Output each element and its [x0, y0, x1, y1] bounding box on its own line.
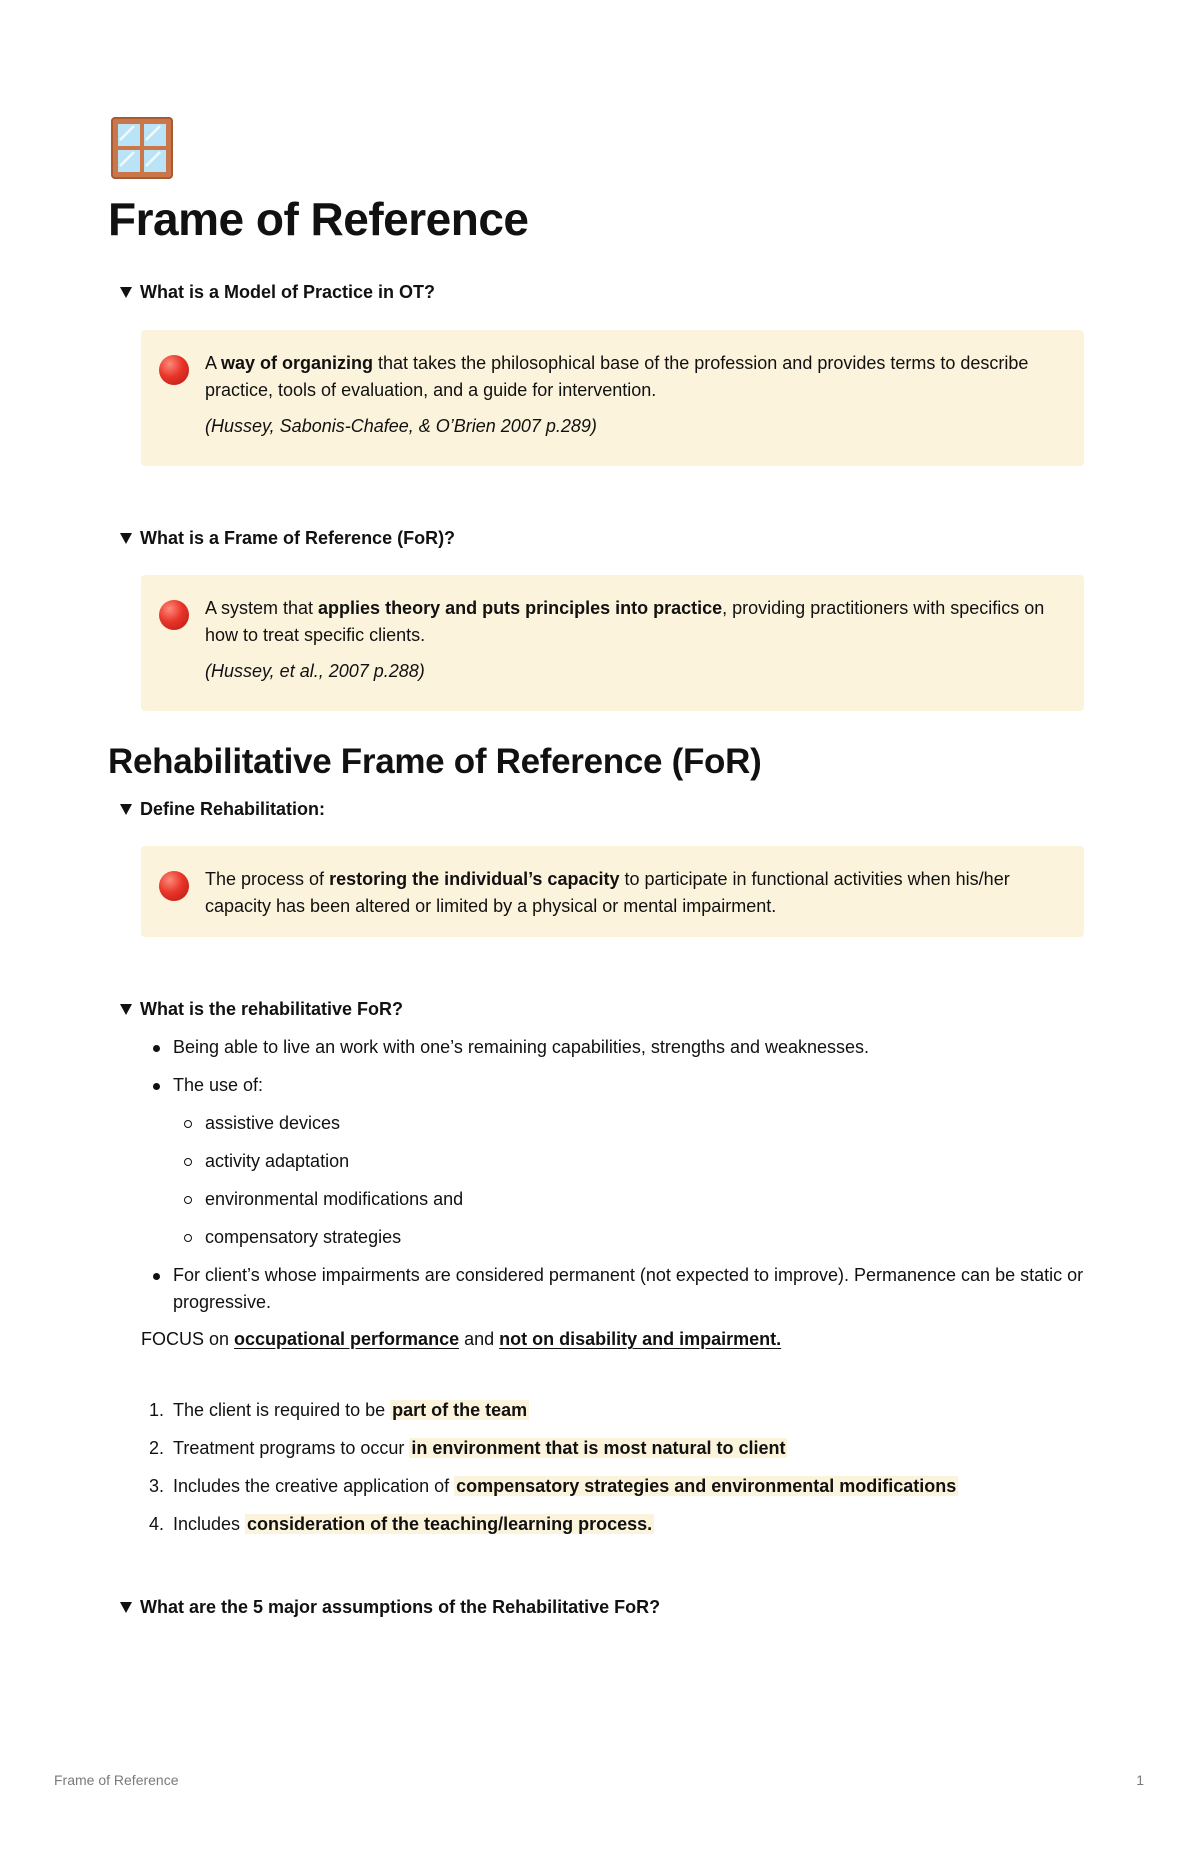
- red-circle-icon: [159, 871, 189, 901]
- red-circle-icon: [159, 355, 189, 385]
- section-heading: Rehabilitative Frame of Reference (FoR): [108, 742, 762, 781]
- sub-list-item: assistive devices: [141, 1110, 1084, 1137]
- numbered-list-item: 4. Includes consideration of the teaching/learning process.: [149, 1514, 653, 1534]
- rehab-for-content: [141, 1034, 1084, 1353]
- toggle-triangle-icon[interactable]: [120, 533, 132, 544]
- callout-rehabilitation-definition: [141, 846, 1084, 937]
- bullet-icon: [153, 1045, 160, 1052]
- circle-bullet-icon: [184, 1120, 192, 1128]
- numbered-list-item: 3. Includes the creative application of compensatory strategies and environmental modifications: [149, 1476, 957, 1496]
- callout-model-definition: [141, 330, 1084, 466]
- numbered-list: [141, 1397, 1084, 1549]
- page-number: 1: [1136, 1772, 1144, 1788]
- sub-list-item: compensatory strategies: [141, 1224, 1084, 1251]
- toggle-label: What is a Frame of Reference (FoR)?: [140, 528, 456, 548]
- toggle-triangle-icon[interactable]: [120, 1602, 132, 1613]
- footer-title: Frame of Reference: [54, 1772, 179, 1788]
- list-item: For client’s whose impairments are considered permanent (not expected to improve). Permanence can be static or progressive.: [141, 1262, 1084, 1316]
- numbered-list-item: 1. The client is required to be part of the team: [149, 1400, 528, 1420]
- circle-bullet-icon: [184, 1196, 192, 1204]
- toggle-frame-of-reference[interactable]: [120, 528, 455, 549]
- sub-list-item: environmental modifications and: [141, 1186, 1084, 1213]
- callout-text: A system that applies theory and puts principles into practice, providing practitioners with specifics on how to treat specific clients. (Hussey, et al., 2007 p.288): [205, 595, 1054, 685]
- window-icon: [110, 116, 174, 180]
- toggle-triangle-icon[interactable]: [120, 804, 132, 815]
- callout-text: A way of organizing that takes the philosophical base of the profession and provides terms to describe practice, tools of evaluation, and a guide for intervention. (Hussey, Sabonis-Chafee, & O’Brien 2007 p.289): [205, 350, 1054, 440]
- toggle-model-of-practice[interactable]: [120, 282, 435, 303]
- numbered-list-item: 2. Treatment programs to occur in environment that is most natural to client: [149, 1438, 786, 1458]
- circle-bullet-icon: [184, 1234, 192, 1242]
- toggle-major-assumptions[interactable]: [120, 1597, 660, 1618]
- circle-bullet-icon: [184, 1158, 192, 1166]
- bullet-icon: [153, 1273, 160, 1280]
- callout-for-definition: [141, 575, 1084, 711]
- focus-statement: FOCUS on occupational performance and not on disability and impairment.: [141, 1329, 782, 1349]
- toggle-define-rehabilitation[interactable]: [120, 799, 325, 820]
- toggle-label: What are the 5 major assumptions of the Rehabilitative FoR?: [140, 1597, 661, 1617]
- list-item: Being able to live an work with one’s remaining capabilities, strengths and weaknesses.: [141, 1034, 1084, 1061]
- toggle-rehabilitative-for[interactable]: [120, 999, 403, 1020]
- toggle-triangle-icon[interactable]: [120, 287, 132, 298]
- page-title: Frame of Reference: [108, 193, 529, 245]
- citation: (Hussey, Sabonis-Chafee, & O’Brien 2007 p.289): [205, 416, 597, 436]
- toggle-triangle-icon[interactable]: [120, 1004, 132, 1015]
- list-item: The use of:: [141, 1072, 1084, 1099]
- bullet-icon: [153, 1083, 160, 1090]
- toggle-label: What is the rehabilitative FoR?: [140, 999, 404, 1019]
- toggle-label: What is a Model of Practice in OT?: [140, 282, 436, 302]
- callout-text: The process of restoring the individual’s capacity to participate in functional activities when his/her capacity has been altered or limited by a physical or mental impairment.: [205, 869, 1010, 916]
- toggle-label: Define Rehabilitation:: [140, 799, 326, 819]
- red-circle-icon: [159, 600, 189, 630]
- citation: (Hussey, et al., 2007 p.288): [205, 661, 425, 681]
- sub-list-item: activity adaptation: [141, 1148, 1084, 1175]
